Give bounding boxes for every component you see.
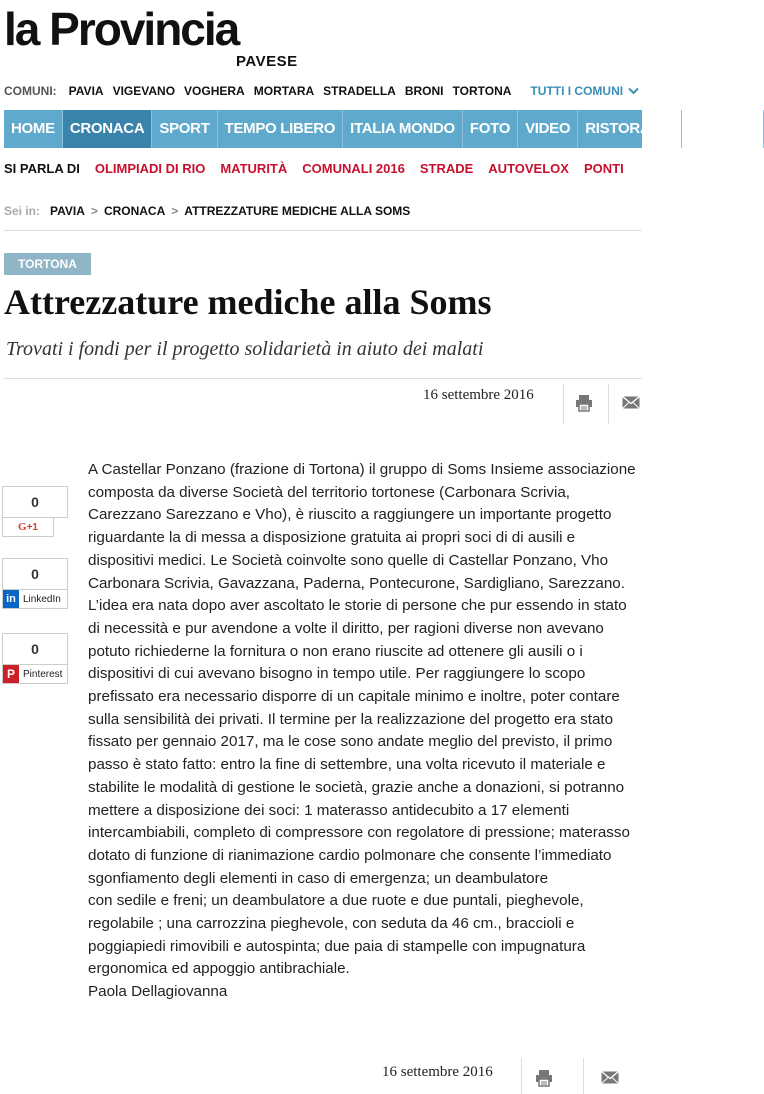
pinterest-share xyxy=(2,633,68,684)
comuni-bar xyxy=(4,84,639,98)
tab-cronaca[interactable]: CRONACA xyxy=(63,110,153,148)
topic-strade[interactable]: STRADE xyxy=(419,161,474,176)
tab-ristoranti[interactable]: RISTORANTI xyxy=(578,110,681,148)
si-parla-di-label: SI PARLA DI xyxy=(4,161,80,176)
divider xyxy=(608,384,609,424)
breadcrumb-separator: > xyxy=(90,204,98,218)
divider xyxy=(521,1058,522,1094)
gplus-icon: G xyxy=(18,521,27,533)
breadcrumb-pavia[interactable]: PAVIA xyxy=(50,204,85,218)
site-logo-sub: PAVESE xyxy=(236,53,298,70)
article-title: Attrezzature mediche alla Soms xyxy=(4,282,492,322)
print-icon[interactable] xyxy=(575,394,593,417)
linkedin-button[interactable] xyxy=(2,590,68,609)
location-tag[interactable]: TORTONA xyxy=(4,253,91,275)
topic-maturita[interactable]: MATURITÀ xyxy=(220,161,288,176)
comune-voghera[interactable]: VOGHERA xyxy=(184,84,245,98)
print-icon[interactable] xyxy=(535,1069,553,1092)
linkedin-icon: in xyxy=(3,590,19,608)
comune-stradella[interactable]: STRADELLA xyxy=(323,84,396,98)
gplus-button[interactable] xyxy=(2,518,54,537)
article-paragraph: A Castellar Ponzano (frazione di Tortona) il gruppo di Soms Insieme associazione composta da diverse Società del territorio tortonese (Carbonara Scrivia, Carezzano Sarezzano e Vho), è riuscito a raggiungere un importante progetto riguardante la di messa a disposizione gratuita ai propri soci di di ausili e dispositivi medici. Le Società coinvolte sono quelle di Castellar Ponzano, Vho Carbonara Scrivia, Gavazzana, Paderna, Pontecurone, Sardigliano, Sarezzano. L’idea era nata dopo aver ascoltato le storie di persone che pur essendo in stato di necessità e pur avendone a volte il diritto, per ragioni diverse non avevano potuto richiederne la fornitura o non erano riuscite ad ottenere gli ausili o i dispositivi di cui avevano bisogno in tempo utile. Per raggiungere lo scopo prefissato era necessario disporre di un capitale minimo e inoltre, poter contare sulla sensibilità dei privati. Il termine per la realizzazione del progetto era stato fissato per gennaio 2017, ma le cose sono andate meglio del previsto, il primo passo è stato fatto: entro la fine di settembre, una volta ricevuto il materiale e stabilite le modalità di gestione le società, grazie anche a donazioni, si potranno mettere a disposizione dei soci: 1 materasso antidecubito a 17 elementi intercambiabili, completo di compressore con regolatore di pressione; materasso dotato di funzione di rianimazione cardio polmonare che consente l’immediato sgonfiamento degli elementi in caso di emergenza; un deambulatore xyxy=(88,461,636,887)
tab-annunci[interactable]: ANNUNCI xyxy=(682,110,764,148)
comuni-label: COMUNI: xyxy=(4,84,57,98)
article-subtitle: Trovati i fondi per il progetto solidarietà in aiuto dei malati xyxy=(6,338,484,360)
comune-tortona[interactable]: TORTONA xyxy=(452,84,512,98)
email-icon[interactable] xyxy=(601,1071,619,1089)
pinterest-button[interactable] xyxy=(2,665,68,684)
article-paragraph: con sedile e freni; un deambulatore a due ruote e due puntali, pieghevole, regolabile ; una carrozzina pieghevole, con seduta da 46 cm., braccioli e poggiapiedi rimovibili e autospinta; due paia di stampelle con impugnatura ergonomica ed appoggio antibrachiale. xyxy=(88,892,586,978)
article-body xyxy=(88,459,636,1004)
divider xyxy=(4,378,642,379)
site-logo[interactable]: la Provincia xyxy=(4,3,239,55)
divider xyxy=(563,384,564,424)
breadcrumb-separator: > xyxy=(171,204,179,218)
linkedin-label: LinkedIn xyxy=(23,593,61,605)
comune-vigevano[interactable]: VIGEVANO xyxy=(112,84,176,98)
pinterest-icon: P xyxy=(3,665,19,683)
topic-comunali[interactable]: COMUNALI 2016 xyxy=(302,161,405,176)
topic-ponti[interactable]: PONTI xyxy=(583,161,624,176)
tab-video[interactable]: VIDEO xyxy=(518,110,578,148)
divider xyxy=(583,1058,584,1094)
topic-olimpiadi[interactable]: OLIMPIADI DI RIO xyxy=(94,161,206,176)
breadcrumb-current: ATTREZZATURE MEDICHE ALLA SOMS xyxy=(184,204,411,218)
tutti-i-comuni-label: TUTTI I COMUNI xyxy=(530,84,624,98)
article-date: 16 settembre 2016 xyxy=(423,387,534,403)
tab-italia-mondo[interactable]: ITALIA MONDO xyxy=(343,110,463,148)
pinterest-count: 0 xyxy=(2,633,68,665)
comune-broni[interactable]: BRONI xyxy=(404,84,444,98)
article-date-bottom: 16 settembre 2016 xyxy=(382,1064,493,1080)
main-nav xyxy=(4,110,756,148)
tab-foto[interactable]: FOTO xyxy=(463,110,518,148)
si-parla-di-bar xyxy=(4,161,639,176)
linkedin-count: 0 xyxy=(2,558,68,590)
divider xyxy=(4,230,642,231)
tab-sport[interactable]: SPORT xyxy=(152,110,217,148)
tab-home[interactable]: HOME xyxy=(4,110,63,148)
linkedin-share xyxy=(2,558,68,609)
gplus-share xyxy=(2,486,68,537)
chevron-down-icon xyxy=(628,87,639,95)
breadcrumb-cronaca[interactable]: CRONACA xyxy=(103,204,166,218)
gplus-label: +1 xyxy=(26,521,38,533)
topic-autovelox[interactable]: AUTOVELOX xyxy=(488,161,569,176)
breadcrumb-label: Sei in: xyxy=(4,204,41,218)
breadcrumb xyxy=(4,204,410,218)
gplus-count: 0 xyxy=(2,486,68,518)
tab-tempo-libero[interactable]: TEMPO LIBERO xyxy=(218,110,344,148)
tutti-i-comuni-dropdown[interactable] xyxy=(530,84,639,98)
comune-pavia[interactable]: PAVIA xyxy=(68,84,104,98)
comune-mortara[interactable]: MORTARA xyxy=(253,84,315,98)
email-icon[interactable] xyxy=(622,396,640,414)
pinterest-label: Pinterest xyxy=(23,668,63,680)
article-author: Paola Dellagiovanna xyxy=(88,983,228,1001)
